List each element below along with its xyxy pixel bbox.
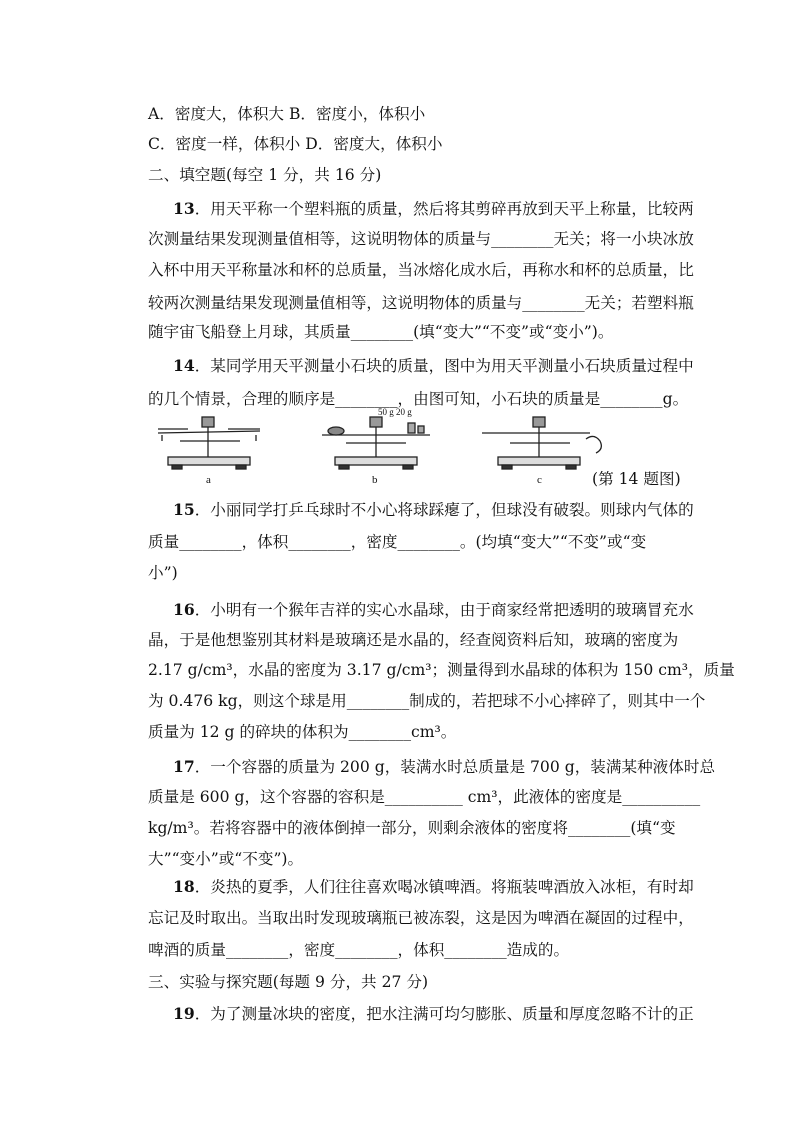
text-line: [148, 972, 428, 992]
line-text: 二、填空题(每空 1 分，共 16 分): [148, 166, 382, 184]
question-number: 16: [173, 600, 195, 619]
text-line: [148, 787, 700, 807]
line-text: ．一个容器的质量为 200 g，装满水时总质量是 700 g，装满某种液体时总: [194, 758, 716, 776]
question-number: 15: [173, 500, 195, 519]
balance-a-illustration: [158, 417, 260, 469]
text-line: [148, 322, 613, 342]
line-text: 的几个情景，合理的顺序是________，由图可知，小石块的质量是________g。: [148, 390, 689, 408]
text-line: [173, 1004, 694, 1024]
text-line: [148, 818, 676, 838]
text-line: [148, 563, 178, 583]
line-text: ．小丽同学打乒乓球时不小心将球踩瘪了，但球没有破裂。则球内气体的: [194, 501, 694, 519]
line-text: 随宇宙飞船登上月球，其质量________(填“变大”“不变”或“变小”)。: [148, 323, 614, 341]
text-line: [148, 849, 303, 869]
line-text: 较两次测量结果发现测量值相等，这说明物体的质量与________无关；若塑料瓶: [148, 294, 694, 312]
text-line: [173, 500, 694, 520]
text-line: [148, 908, 694, 928]
balance-c-illustration: [482, 417, 601, 469]
line-text: 入杯中用天平称量冰和杯的总质量，当冰熔化成水后，再称水和杯的总质量，比: [148, 261, 694, 279]
text-line: [148, 630, 678, 650]
text-line: [148, 660, 735, 680]
line-text: 次测量结果发现测量值相等，这说明物体的质量与________无关；将一小块冰放: [148, 230, 694, 248]
question-number: 18: [173, 877, 195, 896]
line-text: ．用天平称一个塑料瓶的质量，然后将其剪碎再放到天平上称量，比较两: [194, 200, 694, 218]
question-number: 14: [173, 356, 195, 375]
text-line: [148, 691, 705, 711]
line-text: ．为了测量冰块的密度，把水注满可均匀膨胀、质量和厚度忽略不计的正: [194, 1005, 694, 1023]
line-text: 啤酒的质量________，密度________，体积________造成的。: [148, 941, 570, 959]
text-line: [148, 293, 694, 313]
text-line: [148, 940, 569, 960]
text-line: [148, 134, 443, 154]
figure-label-b: b: [372, 474, 378, 485]
weights-label: 50 g 20 g: [378, 407, 412, 417]
line-text: 质量________，体积________，密度________。(均填“变大”“不变”或“变: [148, 533, 647, 551]
line-text: 质量为 12 g 的碎块的体积为________cm³。: [148, 723, 457, 741]
figure-label-a: a: [206, 474, 211, 485]
line-text: 小”): [148, 564, 178, 582]
text-line: [148, 532, 646, 552]
line-text: 晶，于是他想鉴别其材料是玻璃还是水晶的，经查阅资料后知，玻璃的密度为: [148, 631, 679, 649]
line-text: 忘记及时取出。当取出时发现玻璃瓶已被冻裂，这是因为啤酒在凝固的过程中，: [148, 909, 694, 927]
line-text: 为 0.476 kg，则这个球是用________制成的，若把球不小心摔碎了，则其中一个: [148, 692, 706, 710]
text-line: [173, 600, 694, 620]
line-text: 质量是 600 g，这个容器的容积是__________ cm³，此液体的密度是__________: [148, 788, 701, 806]
line-text: C．密度一样，体积小 D．密度大，体积小: [148, 135, 443, 153]
text-line: [148, 722, 456, 742]
line-text: 大”“变小”或“不变”)。: [148, 850, 304, 868]
line-text: ．某同学用天平测量小石块的质量，图中为用天平测量小石块质量过程中: [194, 357, 694, 375]
text-line: [173, 877, 694, 897]
line-text: ．小明有一个猴年吉祥的实心水晶球，由于商家经常把透明的玻璃冒充水: [194, 601, 694, 619]
text-line: [148, 229, 694, 249]
question-number: 17: [173, 757, 195, 776]
figure-label-c: c: [537, 474, 542, 485]
line-text: kg/m³。若将容器中的液体倒掉一部分，则剩余液体的密度将________(填“变: [148, 819, 676, 837]
text-line: [173, 757, 715, 777]
question-number: 13: [173, 199, 195, 218]
text-line: [173, 356, 694, 376]
line-text: 三、实验与探究题(每题 9 分，共 27 分): [148, 973, 429, 991]
text-line: [148, 104, 425, 124]
text-line: [148, 260, 694, 280]
figure-caption: (第 14 题图): [592, 470, 681, 488]
line-text: 2.17 g/cm³，水晶的密度为 3.17 g/cm³；测量得到水晶球的体积为 150 cm³，质量: [148, 661, 735, 679]
text-line: [148, 165, 381, 185]
line-text: A．密度大，体积大 B．密度小，体积小: [148, 105, 426, 123]
balance-b-illustration: [322, 417, 430, 469]
text-line: [173, 199, 694, 219]
question-number: 19: [173, 1004, 195, 1023]
line-text: ．炎热的夏季，人们往往喜欢喝冰镇啤酒。将瓶装啤酒放入冰柜，有时却: [194, 878, 694, 896]
